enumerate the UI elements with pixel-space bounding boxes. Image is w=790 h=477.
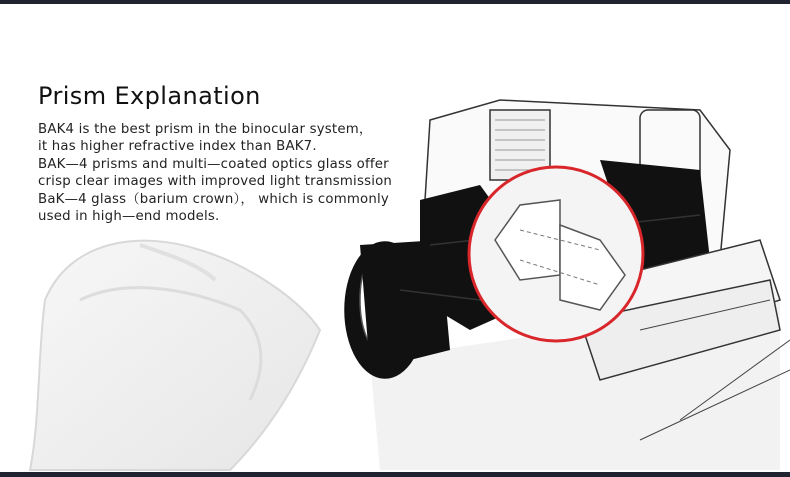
bottom-frame-bar: [0, 472, 790, 477]
description-line: it has higher refractive index than BAK7.: [38, 139, 317, 155]
prism-highlight-circle: [469, 167, 643, 341]
prism-description: [38, 121, 418, 225]
page-title: Prism Explanation: [38, 82, 261, 110]
description-line: crisp clear images with improved light transmission: [38, 174, 393, 190]
description-line: BAK4 is the best prism in the binocular system，: [38, 122, 373, 137]
description-line: BaK—4 glass（barium crown）， which is commonly: [38, 191, 389, 207]
description-line: BAK—4 prisms and multi—coated optics glass offer: [38, 156, 389, 172]
description-line: used in high—end models.: [38, 209, 220, 225]
